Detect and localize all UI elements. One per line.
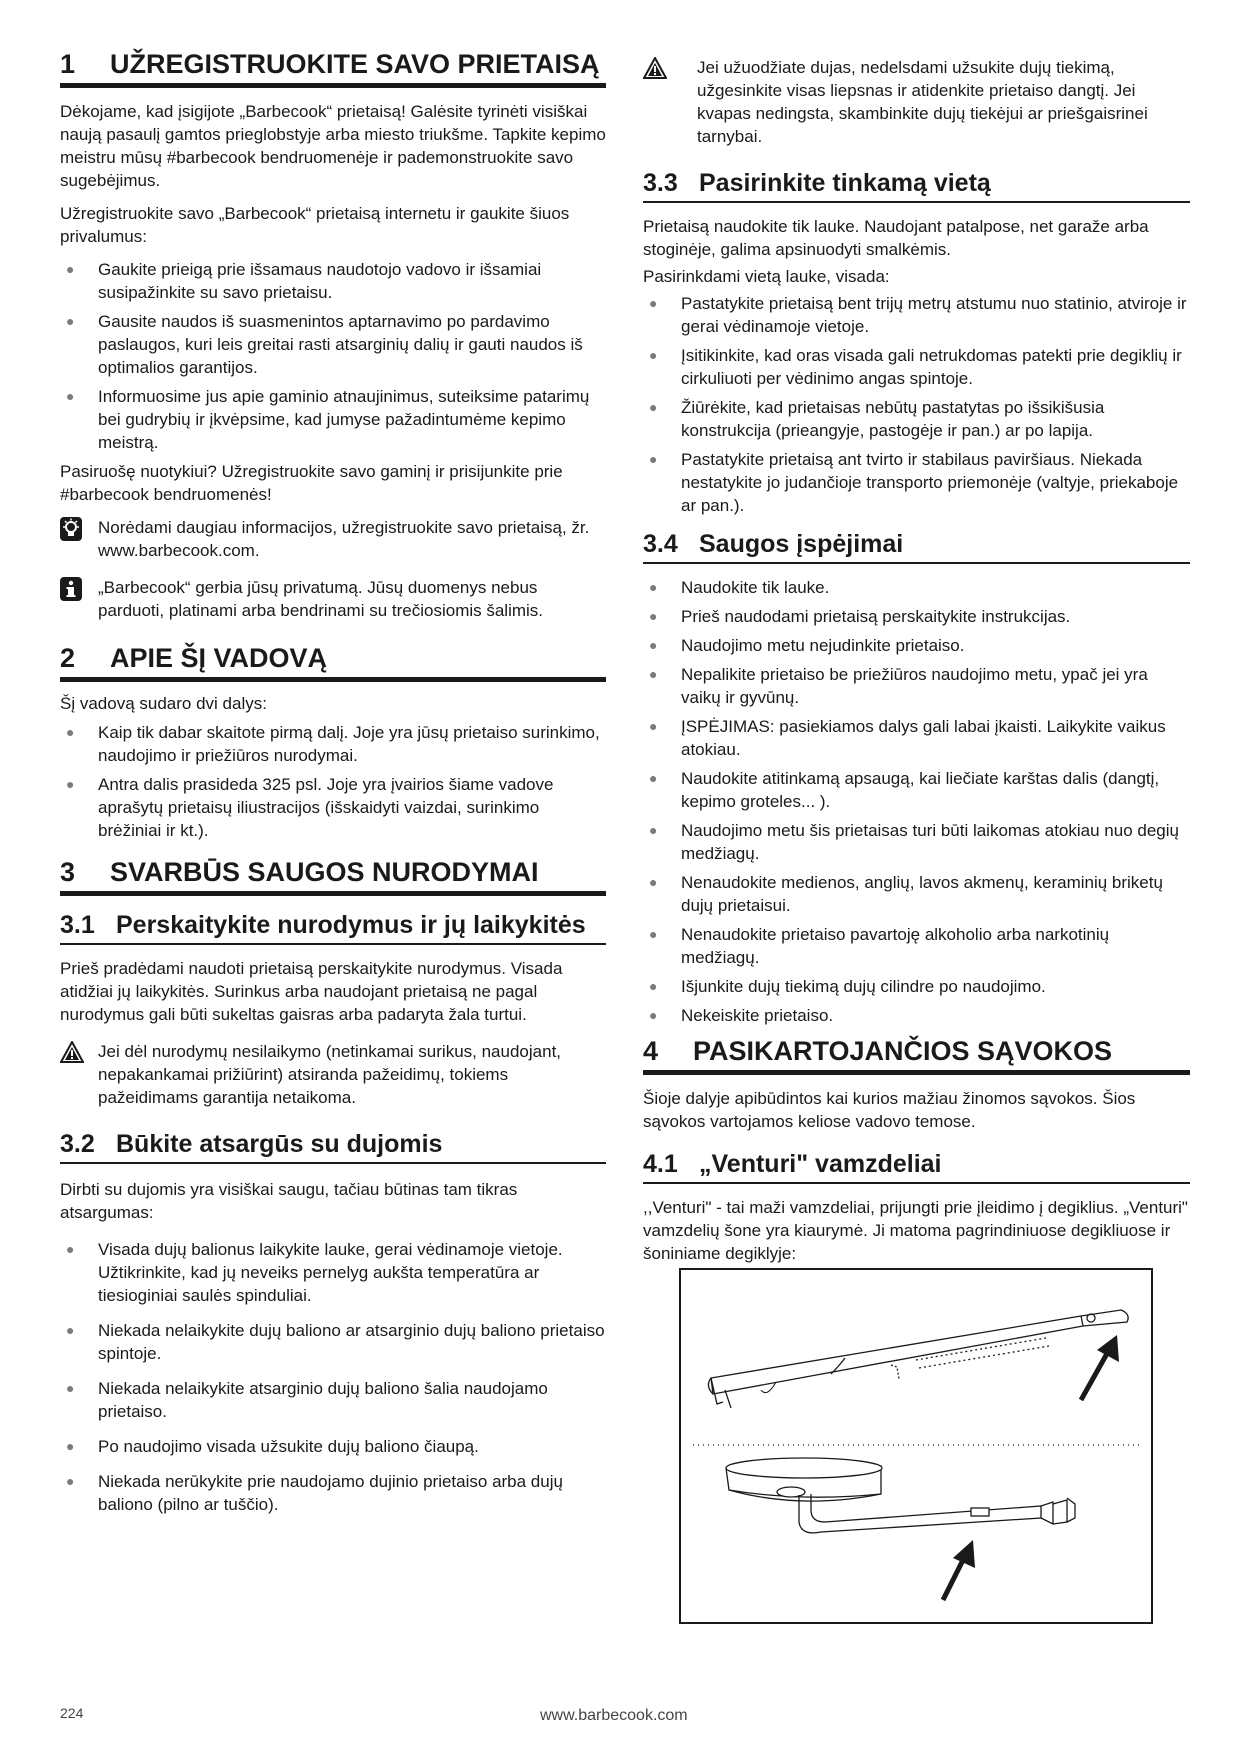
warning-note: Jei dėl nurodymų nesilaikymo (netinkamai surikus, naudojant, nepakankamai prižiūrint) atsiranda pažeidimų, tokiems pažeidimams garantija netaikoma.	[60, 1040, 606, 1109]
section-3-1-heading: 3.1 Perskaitykite nurodymus ir jų laikykitės	[60, 910, 606, 945]
left-column	[60, 48, 606, 1528]
s34-bullet-list	[643, 576, 1190, 1027]
venturi-figure	[679, 1268, 1153, 1624]
s1-paragraph-1: Dėkojame, kad įsigijote „Barbecook“ prietaisą! Galėsite tyrinėti visiškai naują pasaulį gamtos prieglobstyje arba miesto triukšme. Tapkite kepimo meistru mūsų #barbecook bendruomenėje ir pademonstruokite savo sugebėjimus.	[60, 102, 606, 190]
tip-note: Norėdami daugiau informacijos, užregistruokite savo prietaisą, žr. www.barbecook.com.	[60, 516, 606, 562]
right-column	[643, 56, 1190, 1265]
main-burner-tube	[708, 1310, 1128, 1408]
list-item: ● Įsitikinkite, kad oras visada gali netrukdomas patekti prie degiklių ir cirkuliuoti per vėdinimo angas spintoje.	[649, 346, 1182, 388]
section-3-3-heading: 3.3 Pasirinkite tinkamą vietą	[643, 168, 1190, 203]
info-note: „Barbecook“ gerbia jūsų privatumą. Jūsų duomenys nebus parduoti, platinami arba bendrinami su trečiosiomis šalimis.	[60, 576, 606, 622]
section-3-heading: 3 SVARBŪS SAUGOS NURODYMAI	[60, 856, 606, 896]
s4-paragraph-1: Šioje dalyje apibūdintos kai kurios mažiau žinomos sąvokos. Šios sąvokos vartojamos keliose vadovo temose.	[643, 1089, 1136, 1131]
section-3-2-heading: 3.2 Būkite atsargūs su dujomis	[60, 1129, 606, 1164]
s2-paragraph-1: Šį vadovą sudaro dvi dalys:	[60, 694, 267, 713]
section-4-1-heading: 4.1 „Venturi" vamzdeliai	[643, 1149, 1190, 1184]
arrow-icon	[943, 1540, 975, 1600]
list-item: ● Naudojimo metu šis prietaisas turi būti laikomas atokiau nuo degių medžiagų.	[649, 821, 1179, 863]
warning-icon	[643, 56, 697, 84]
s33-paragraph-2: Pasirinkdami vietą lauke, visada:	[643, 267, 890, 286]
list-item: ● Nepalikite prietaiso be priežiūros naudojimo metu, ypač jei yra vaikų ir gyvūnų.	[649, 665, 1148, 707]
venturi-illustration	[681, 1270, 1151, 1622]
list-item: ● Gausite naudos iš suasmenintos aptarnavimo po pardavimo paslaugos, kuri leis greitai rasti atsarginių dalių ir gauti naudos iš optimalios garantijos.	[66, 312, 583, 377]
side-burner	[726, 1458, 1075, 1533]
info-icon	[60, 576, 98, 606]
list-item: ● Nenaudokite medienos, anglių, lavos akmenų, keraminių briketų dujų prietaisui.	[649, 873, 1163, 915]
list-item: ● Naudojimo metu nejudinkite prietaiso.	[649, 636, 965, 655]
list-item: ● Naudokite tik lauke.	[649, 578, 830, 597]
list-item: ● Niekada nelaikykite dujų baliono ar atsarginio dujų baliono prietaiso spintoje.	[66, 1321, 605, 1363]
s32-paragraph-1: Dirbti su dujomis yra visiškai saugu, tačiau būtinas tam tikras atsargumas:	[60, 1180, 518, 1222]
gas-warning-note: Jei užuodžiate dujas, nedelsdami užsukite dujų tiekimą, užgesinkite visas liepsnas ir atidenkite prietaiso dangtį. Jei kvapas nedingsta, skambinkite dujų tiekėjui ar priešgaisrinei tarnybai.	[643, 56, 1190, 148]
list-item: ● Žiūrėkite, kad prietaisas nebūtų pastatytas po išsikišusia konstrukcija (prieangyje, pastogėje ir pan.) ar po lapija.	[649, 398, 1105, 440]
section-1-heading: 1 UŽREGISTRUOKITE SAVO PRIETAISĄ	[60, 48, 606, 88]
s1-paragraph-3: Pasiruošę nuotykiui? Užregistruokite savo gaminį ir prisijunkite prie #barbecook bendruomenės!	[60, 462, 563, 504]
s33-bullet-list	[643, 292, 1190, 517]
list-item: ● Pastatykite prietaisą bent trijų metrų atstumu nuo statinio, atviroje ir gerai vėdinamoje vietoje.	[649, 294, 1187, 336]
list-item: ● Nekeiskite prietaiso.	[649, 1006, 834, 1025]
s31-paragraph-1: Prieš pradėdami naudoti prietaisą perskaitykite nurodymus. Visada atidžiai jų laikykitės. Surinkus arba naudojant prietaisą ne pagal nurodymus gali būti sukeltas gaisras arba padaryta žala turtui.	[60, 959, 563, 1024]
list-item: ● Prieš naudodami prietaisą perskaitykite instrukcijas.	[649, 607, 1071, 626]
s41-paragraph-1: ,,Venturi" - tai maži vamzdeliai, prijungti prie įleidimo į degiklius. „Venturi" vamzdelių šone yra kiaurymė. Ji matoma pagrindiniuose degikliuose ir šoniniame degiklyje:	[643, 1198, 1188, 1263]
list-item: ● Visada dujų balionus laikykite lauke, gerai vėdinamoje vietoje. Užtikrinkite, kad jų neveiks pernelyg aukšta temperatūra ar tiesioginiai saulės spinduliai.	[66, 1240, 563, 1305]
s2-bullet-list	[60, 721, 606, 842]
list-item: ● Gaukite prieigą prie išsamaus naudotojo vadovo ir išsamiai susipažinkite su savo prietaisu.	[66, 260, 542, 302]
page-number: 224	[60, 1705, 84, 1721]
s1-bullet-list	[60, 258, 606, 454]
s33-paragraph-1: Prietaisą naudokite tik lauke. Naudojant patalpose, net garaže arba stoginėje, galima apsinuodyti smalkėmis.	[643, 217, 1149, 259]
list-item: ● Pastatykite prietaisą ant tvirto ir stabilaus paviršiaus. Niekada nestatykite jo judančioje transporto priemonėje (valtyje, priekaboje ar pan.).	[649, 450, 1179, 515]
warning-icon	[60, 1040, 98, 1068]
arrow-icon	[1081, 1335, 1119, 1400]
list-item: ● Informuosime jus apie gaminio atnaujinimus, suteiksime patarimų bei gudrybių ir įkvėpsime, kad jumyse pažadintumėme kepimo meistrą.	[66, 387, 590, 452]
list-item: ● Nenaudokite prietaiso pavartoję alkoholio arba narkotinių medžiagų.	[649, 925, 1110, 967]
list-item: ● Po naudojimo visada užsukite dujų baliono čiaupą.	[66, 1437, 479, 1456]
section-3-4-heading: 3.4 Saugos įspėjimai	[643, 529, 1190, 564]
list-item: ● Kaip tik dabar skaitote pirmą dalį. Joje yra jūsų prietaiso surinkimo, naudojimo ir priežiūros nurodymai.	[66, 723, 600, 765]
section-4-heading: 4 PASIKARTOJANČIOS SĄVOKOS	[643, 1035, 1190, 1075]
footer-url: www.barbecook.com	[540, 1707, 688, 1724]
s1-paragraph-2: Užregistruokite savo „Barbecook“ prietaisą internetu ir gaukite šiuos privalumus:	[60, 204, 570, 246]
list-item: ● Niekada nelaikykite atsarginio dujų baliono šalia naudojamo prietaiso.	[66, 1379, 548, 1421]
section-2-heading: 2 APIE ŠĮ VADOVĄ	[60, 642, 606, 682]
list-item: ● Naudokite atitinkamą apsaugą, kai liečiate karštas dalis (dangtį, kepimo groteles... ).	[649, 769, 1160, 811]
list-item: ● Niekada nerūkykite prie naudojamo dujinio prietaiso arba dujų baliono (pilno ar tuščio).	[66, 1472, 563, 1514]
list-item: ● Antra dalis prasideda 325 psl. Joje yra įvairios šiame vadove aprašytų prietaisų iliustracijos (išskaidyti vaizdai, surinkimo brėžiniai ir kt.).	[66, 775, 554, 840]
s32-bullet-list	[60, 1238, 606, 1516]
lightbulb-icon	[60, 516, 98, 546]
list-item: ● Išjunkite dujų tiekimą dujų cilindre po naudojimo.	[649, 977, 1046, 996]
list-item: ● ĮSPĖJIMAS: pasiekiamos dalys gali labai įkaisti. Laikykite vaikus atokiau.	[649, 717, 1166, 759]
